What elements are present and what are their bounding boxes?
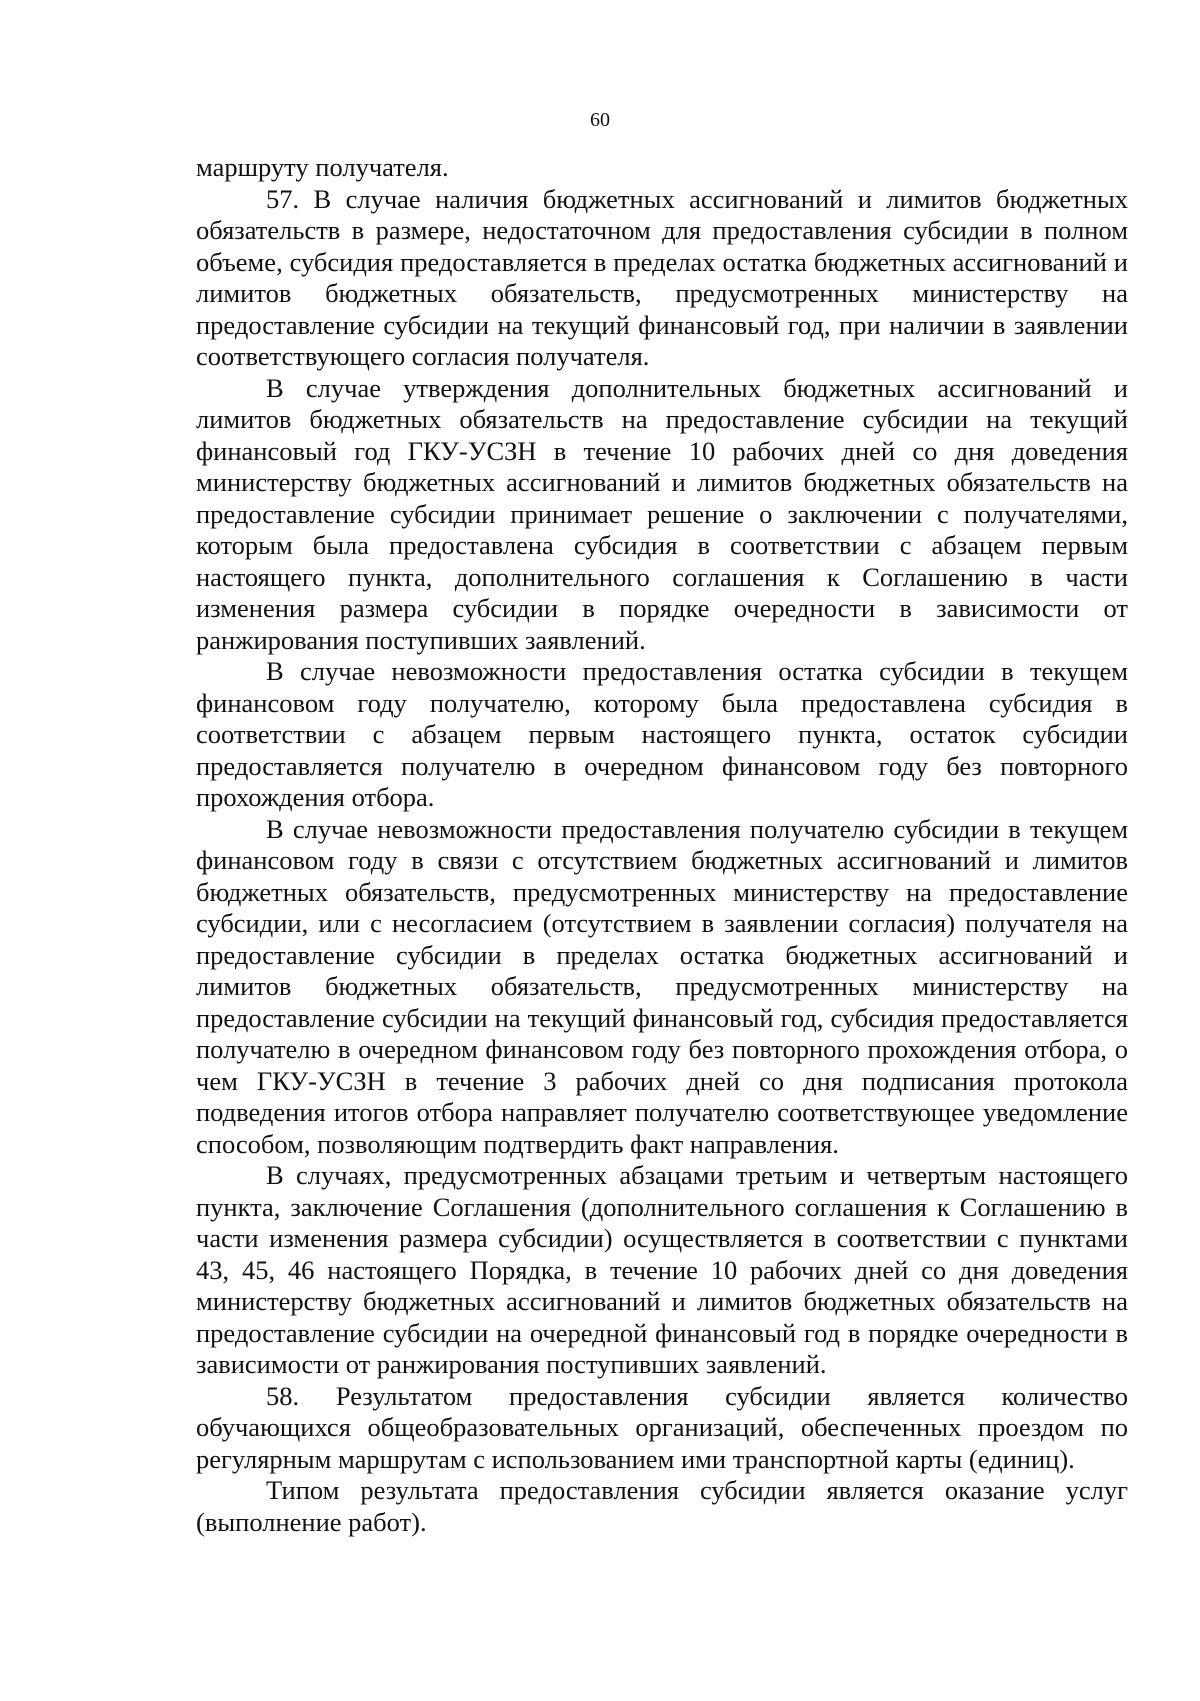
paragraph-impossibility: В случае невозможности предоставления получателю субсидии в текущем финансовом году в связи с отсутствием бюджетных ассигнований и лимитов бюджетных обязательств, предусмотренных министерству на предоставление субсидии, или с несогласием (отсутствием в заявлении согласия) получателя на предоставление субсидии в пределах остатка бюджетных ассигнований и лимитов бюджетных обязательств, предусмотренных министерству на предоставление субсидии на текущий финансовый год, субсидия предоставляется получателю в очередном финансовом году без повторного прохождения отбора, о чем ГКУ-УСЗН в течение 3 рабочих дней со дня подписания протокола подведения итогов отбора направляет получателю соответствующее уведомление способом, позволяющим подтвердить факт направления. [196, 813, 1128, 1159]
paragraph-continuation: маршруту получателя. [196, 152, 449, 182]
paragraph-result-type: Типом результата предоставления субсидии является оказание услуг (выполнение работ). [196, 1475, 1128, 1537]
paragraph-item-58: 58. Результатом предоставления субсидии является количество обучающихся общеобразовательных организаций, обеспеченных проездом по регулярным маршрутам с использованием ими транспортной карты (единиц). [196, 1380, 1128, 1474]
page-number: 60 [590, 109, 610, 131]
paragraph-remaining-subsidy: В случае невозможности предоставления остатка субсидии в текущем финансовом году получателю, которому была предоставлена субсидия в соответствии с абзацем первым настоящего пункта, остаток субсидии предоставляется получателю в очередном финансовом году без повторного прохождения отбора. [196, 656, 1128, 812]
paragraph-agreement-conclusion: В случаях, предусмотренных абзацами третьим и четвертым настоящего пункта, заключение Соглашения (дополнительного соглашения к Соглашению в части изменения размера субсидии) осуществляется в соответствии с пунктами 43, 45, 46 настоящего Порядка, в течение 10 рабочих дней со дня доведения министерству бюджетных ассигнований и лимитов бюджетных обязательств на предоставление субсидии на очередной финансовый год в порядке очередности в зависимости от ранжирования поступивших заявлений. [196, 1160, 1128, 1379]
paragraph-additional-allocations: В случае утверждения дополнительных бюджетных ассигнований и лимитов бюджетных обязательств на предоставление субсидии на текущий финансовый год ГКУ-УСЗН в течение 10 рабочих дней со дня доведения министерству бюджетных ассигнований и лимитов бюджетных обязательств на предоставление субсидии принимает решение о заключении с получателями, которым была предоставлена субсидия в соответствии с абзацем первым настоящего пункта, дополнительного соглашения к Соглашению в части изменения размера субсидии в порядке очередности в зависимости от ранжирования поступивших заявлений. [196, 372, 1128, 655]
paragraph-item-57: 57. В случае наличия бюджетных ассигнований и лимитов бюджетных обязательств в размере, недостаточном для предоставления субсидии в полном объеме, субсидия предоставляется в пределах остатка бюджетных ассигнований и лимитов бюджетных обязательств, предусмотренных министерству на предоставление субсидии на текущий финансовый год, при наличии в заявлении соответствующего согласия получателя. [196, 183, 1128, 371]
document-body [196, 152, 1128, 1538]
